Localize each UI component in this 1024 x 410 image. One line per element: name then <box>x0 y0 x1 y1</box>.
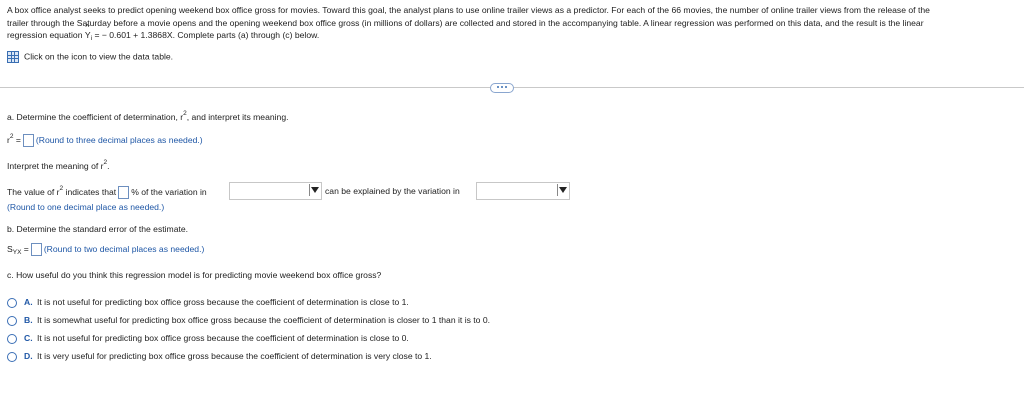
option-a-text: It is not useful for predicting box office gross because the coefficient of determination is close to 1. <box>37 297 409 307</box>
sentence-part-4: can be explained by the variation in <box>325 186 460 196</box>
data-table-link-row[interactable] <box>7 51 173 63</box>
table-icon[interactable] <box>7 51 19 63</box>
intro-line-1: A box office analyst seeks to predict opening weekend box office gross for movies. Toward this goal, the analyst plans to use online trailer views as a predictor. For each of the 66 movies, the number of online trailer views from the release of the <box>7 5 930 15</box>
dot-icon <box>497 86 499 88</box>
option-b[interactable] <box>7 315 490 326</box>
option-b-letter: B. <box>24 315 33 325</box>
r2-label: r <box>7 134 10 145</box>
sentence-part-1: The value of r <box>7 186 60 197</box>
percent-hint: (Round to one decimal place as needed.) <box>7 202 165 212</box>
y-hat-subscript: i <box>90 35 93 43</box>
problem-statement <box>7 4 1017 42</box>
intro-line-3-pre: regression equation <box>7 30 85 41</box>
r2-hint: (Round to three decimal places as needed.) <box>35 134 203 145</box>
interpret-post: . <box>107 161 110 171</box>
sentence-sup: 2 <box>59 184 64 192</box>
syx-label: S <box>7 243 13 254</box>
radio-option-a[interactable] <box>7 298 17 308</box>
syx-sub: YX <box>12 248 22 256</box>
r2-answer-row <box>7 134 203 147</box>
dot-icon <box>501 86 503 88</box>
r2-input[interactable] <box>23 134 34 147</box>
interpret-heading <box>7 161 110 171</box>
option-c[interactable] <box>7 333 409 344</box>
part-a-heading-pre: a. Determine the coefficient of determination, r <box>7 112 184 122</box>
option-b-text: It is somewhat useful for predicting box office gross because the coefficient of determination is closer to 1 than it is to 0. <box>37 315 491 325</box>
option-c-text: It is not useful for predicting box office gross because the coefficient of determination is close to 0. <box>37 333 409 343</box>
r2-sup: 2 <box>9 132 14 140</box>
chevron-down-icon[interactable] <box>309 184 319 196</box>
sentence-part-3: % of the variation in <box>131 186 207 197</box>
part-b-heading: b. Determine the standard error of the estimate. <box>7 224 189 234</box>
r2-equals: = <box>13 134 21 145</box>
y-hat-letter: Y <box>84 30 91 41</box>
part-a-heading-sup: 2 <box>183 110 187 117</box>
option-a-letter: A. <box>24 297 33 307</box>
intro-line-3 <box>7 29 1017 42</box>
radio-option-b[interactable] <box>7 316 17 326</box>
percent-input[interactable] <box>118 186 129 199</box>
option-d-text: It is very useful for predicting box office gross because the coefficient of determination is very close to 1. <box>37 351 432 361</box>
syx-equals: = <box>21 243 29 254</box>
more-options-button[interactable] <box>490 83 514 93</box>
part-a-heading-post: , and interpret its meaning. <box>186 112 289 122</box>
syx-input[interactable] <box>31 243 42 256</box>
dot-icon <box>505 86 507 88</box>
interpret-sup: 2 <box>103 159 108 166</box>
syx-hint: (Round to two decimal places as needed.) <box>43 243 205 254</box>
part-c-heading: c. How useful do you think this regression model is for predicting movie weekend box office gross? <box>7 270 382 280</box>
part-a-heading <box>7 112 288 122</box>
variation-dropdown-2[interactable] <box>476 182 570 200</box>
option-d-letter: D. <box>24 351 33 361</box>
intro-line-2: trailer through the Saturday before a movie opens and the opening weekend box office gross (in millions of dollars) are collected and stored in the accompanying table. A linear regression was performed on this data, and the result is the linear <box>7 17 924 28</box>
interpret-sentence <box>7 186 207 199</box>
intro-line-3-post: = − 0.601 + 1.3868X. Complete parts (a) through (c) below. <box>92 30 320 41</box>
sentence-part-2: indicates that <box>63 186 117 197</box>
variation-dropdown-1[interactable] <box>229 182 322 200</box>
option-c-letter: C. <box>24 333 33 343</box>
radio-option-c[interactable] <box>7 334 17 344</box>
syx-answer-row <box>7 243 204 256</box>
y-hat-symbol <box>85 29 91 42</box>
radio-option-d[interactable] <box>7 352 17 362</box>
option-a[interactable] <box>7 297 409 308</box>
chevron-down-icon[interactable] <box>557 184 567 196</box>
interpret-pre: Interpret the meaning of r <box>7 161 104 171</box>
option-d[interactable] <box>7 351 432 362</box>
data-table-link-text: Click on the icon to view the data table. <box>24 51 174 62</box>
